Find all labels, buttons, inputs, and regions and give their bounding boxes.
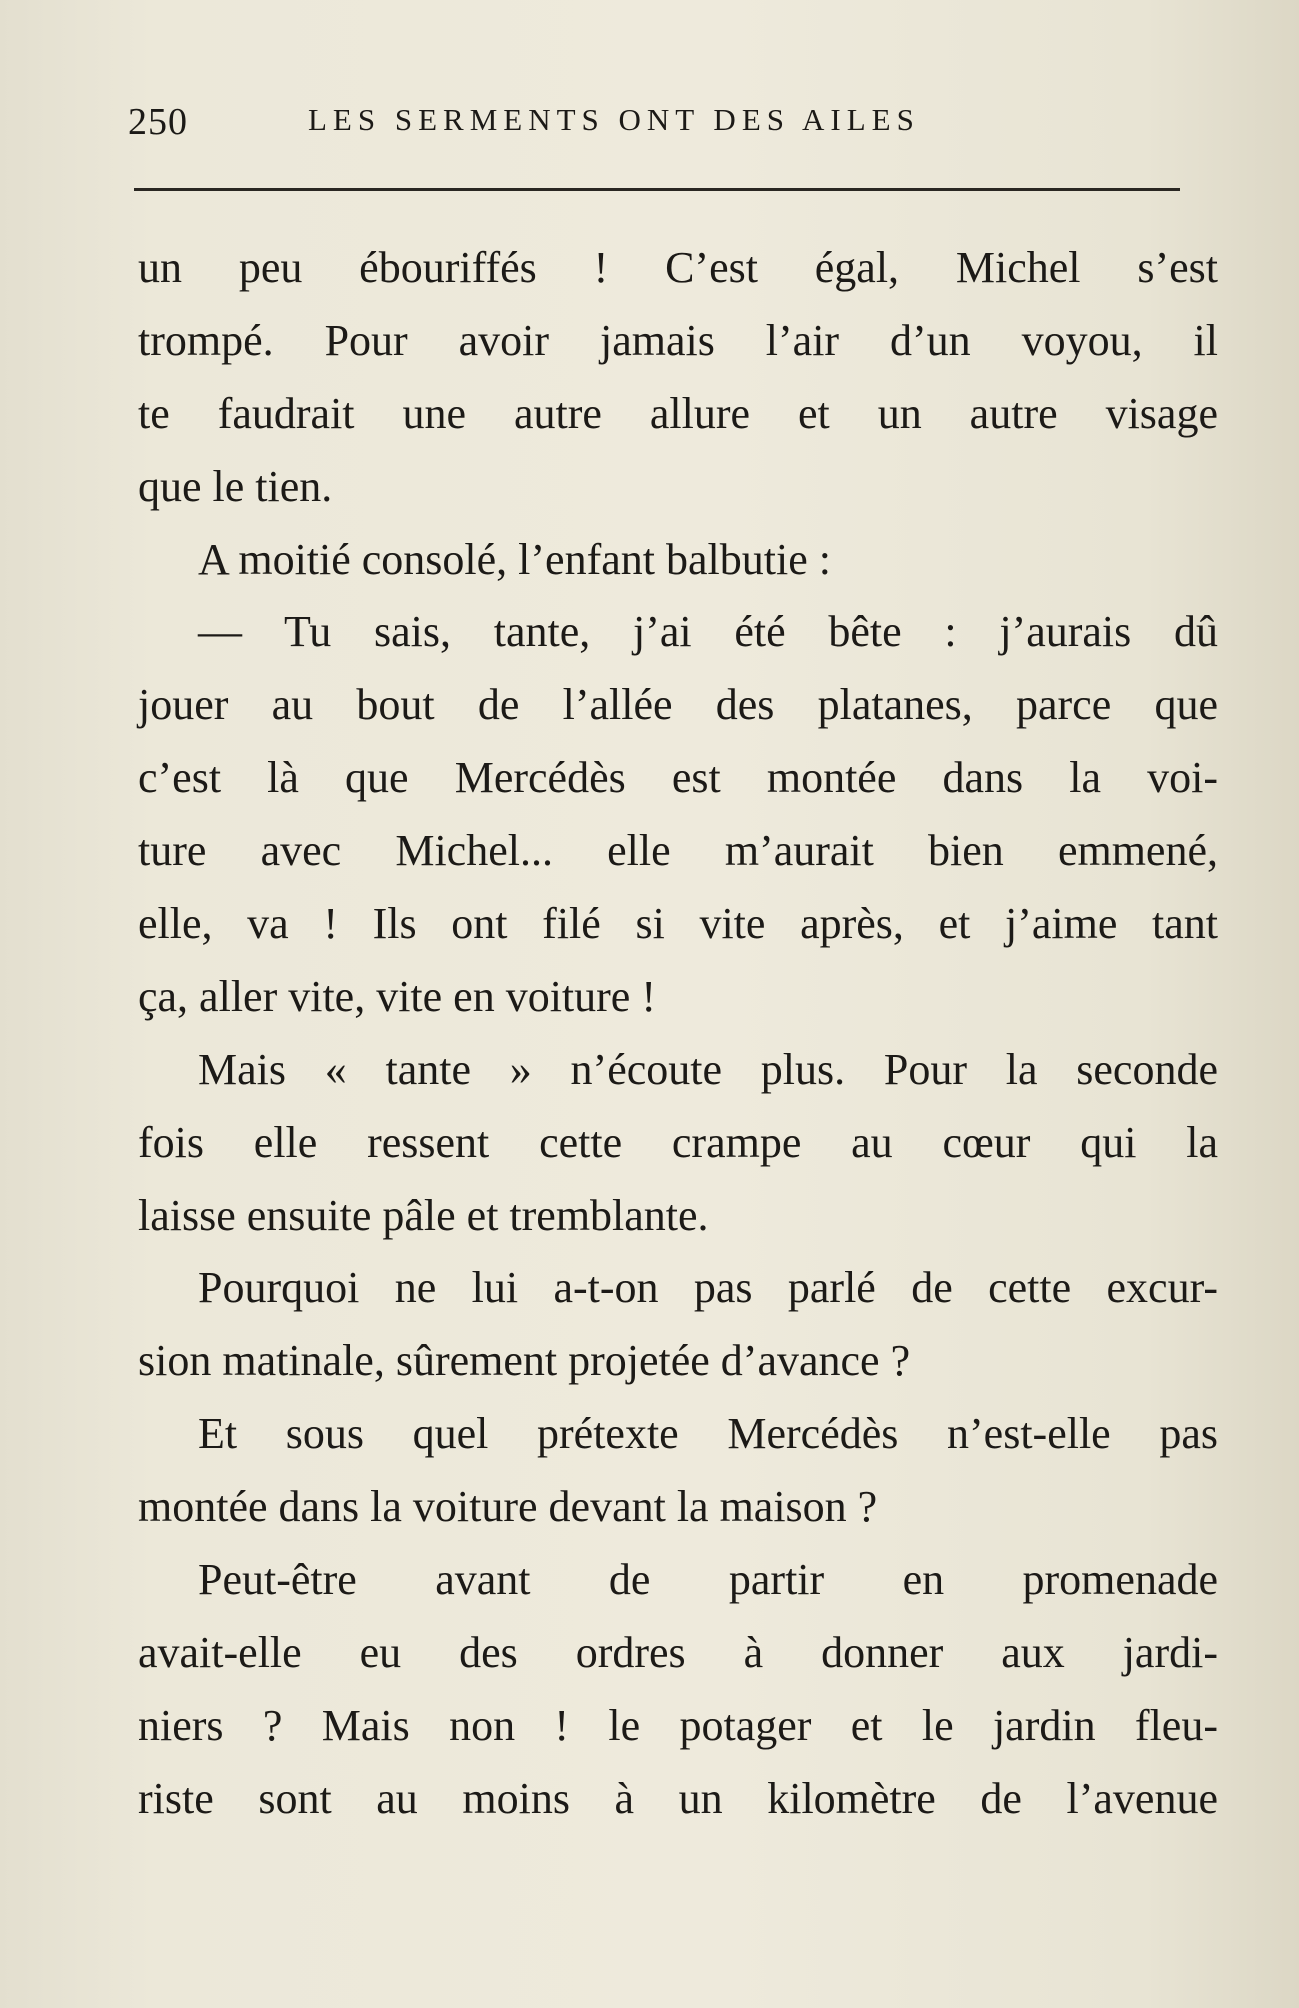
running-title: LES SERMENTS ONT DES AILES: [308, 102, 920, 137]
text-line: te faudrait une autre allure et un autre visage: [138, 388, 1218, 438]
text-line: montée dans la voiture devant la maison ?: [138, 1482, 878, 1532]
text-line: Mais « tante » n’écoute plus. Pour la seconde: [198, 1044, 1218, 1094]
text-line: ture avec Michel... elle m’aurait bien emmené,: [138, 826, 1218, 876]
text-line: un peu ébouriffés ! C’est égal, Michel s’est: [138, 243, 1218, 292]
text-line: Peut-être avant de partir en promenade: [198, 1555, 1218, 1605]
body-text: [138, 232, 1218, 1836]
text-line: que le tien.: [138, 461, 333, 511]
text-line: fois elle ressent cette crampe au cœur qui la: [138, 1117, 1218, 1167]
text-line: niers ? Mais non ! le potager et le jardin fleu-: [138, 1700, 1218, 1750]
text-line: Et sous quel prétexte Mercédès n’est-elle pas: [198, 1409, 1218, 1459]
text-line: jouer au bout de l’allée des platanes, parce que: [138, 680, 1218, 730]
text-line: laisse ensuite pâle et tremblante.: [138, 1190, 709, 1240]
text-line: elle, va ! Ils ont filé si vite après, et j’aime tant: [138, 899, 1218, 949]
page-number: 250: [128, 101, 188, 143]
text-line: sion matinale, sûrement projetée d’avance ?: [138, 1336, 911, 1386]
header-rule: [134, 188, 1180, 191]
text-line: riste sont au moins à un kilomètre de l’avenue: [138, 1773, 1218, 1823]
text-line: c’est là que Mercédès est montée dans la voi-: [138, 753, 1218, 803]
text-line: trompé. Pour avoir jamais l’air d’un voyou, il: [138, 315, 1218, 365]
text-line: Pourquoi ne lui a-t-on pas parlé de cette excur-: [198, 1263, 1218, 1313]
text-line: — Tu sais, tante, j’ai été bête : j’aurais dû: [198, 607, 1218, 657]
page-header: [128, 96, 1178, 146]
text-line: avait-elle eu des ordres à donner aux jardi-: [138, 1627, 1218, 1677]
text-line: A moitié consolé, l’enfant balbutie :: [198, 534, 831, 584]
text-line: ça, aller vite, vite en voiture !: [138, 971, 656, 1021]
